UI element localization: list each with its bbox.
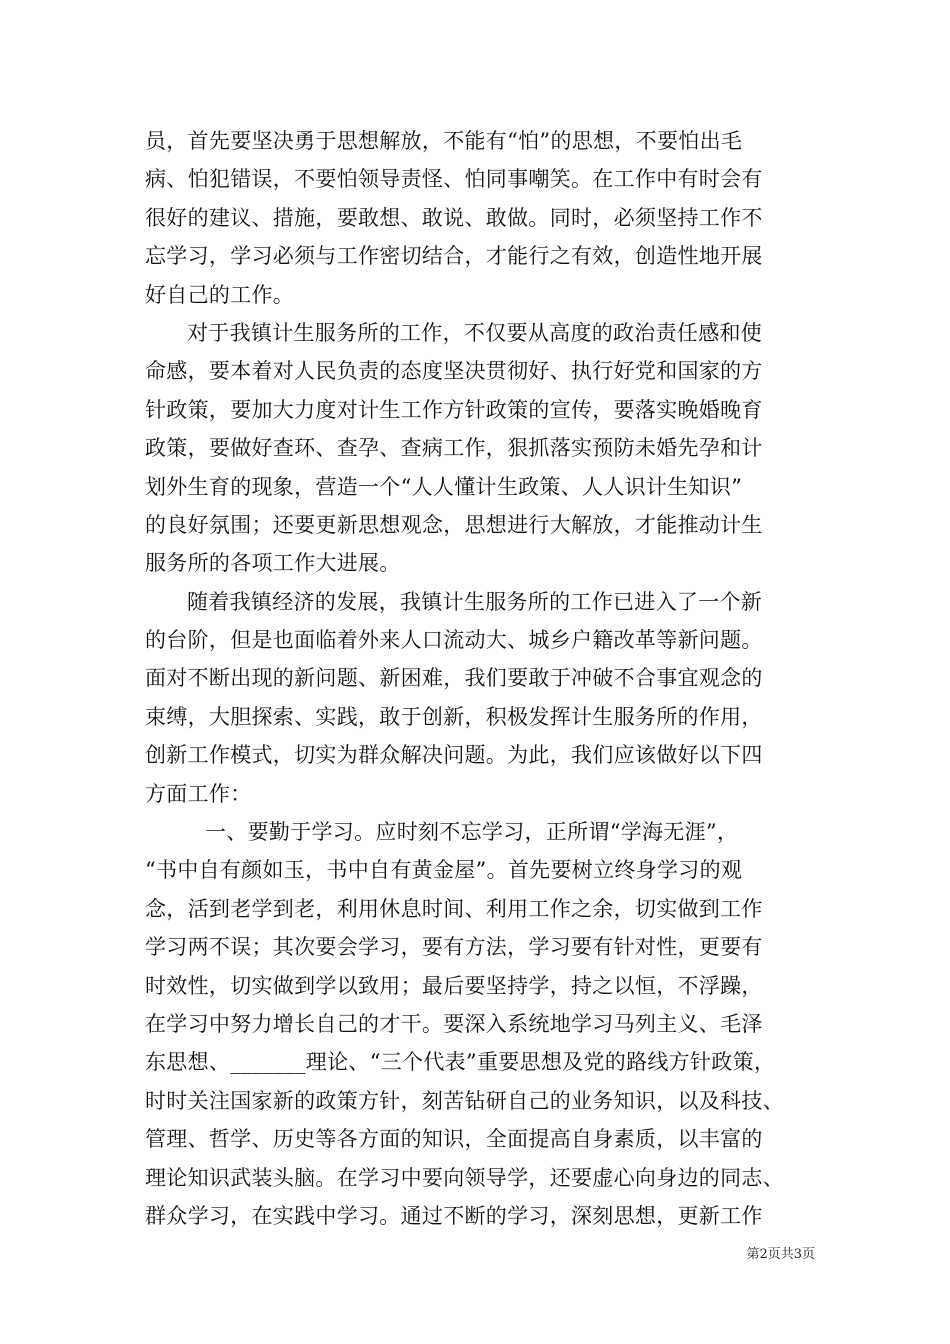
text-line: 念，活到老学到老，利用休息时间、利用工作之余，切实做到工作 (145, 896, 763, 921)
text-line: 学习两不误；其次要会学习，要有方法，学习要有针对性，更要有 (145, 935, 763, 960)
text-line: 员，首先要坚决勇于思想解放，不能有“怕”的思想，不要怕出毛 (145, 129, 743, 153)
text-line: 很好的建议、措施，要敢想、敢说、敢做。同时，必须坚持工作不 (145, 205, 763, 230)
text-line: 时效性，切实做到学以致用；最后要坚持学，持之以恒，不浮躁， (145, 973, 763, 998)
text-line: 病、怕犯错误，不要怕领导责怪、怕同事嘲笑。在工作中有时会有 (145, 167, 763, 192)
text-line: 东思想、_______理论、“三个代表”重要思想及党的路线方针政策， (145, 1050, 776, 1075)
text-line: 好自己的工作。 (145, 282, 295, 307)
paragraph-start-line: 对于我镇计生服务所的工作，不仅要从高度的政治责任感和使 (187, 320, 763, 345)
text-line: 面对不断出现的新问题、新困难，我们要敢于冲破不合事宜观念的 (145, 666, 763, 691)
section-heading-line: 一、要勤于学习。应时刻不忘学习，正所谓“学海无涯”， (205, 820, 739, 845)
paragraph-start-line: 随着我镇经济的发展，我镇计生服务所的工作已进入了一个新 (187, 589, 763, 614)
text-line: 针政策，要加大力度对计生工作方针政策的宣传，要落实晚婚晚育 (145, 397, 763, 422)
document-body (145, 122, 835, 1235)
text-line: 划外生育的现象，营造一个“人人懂计生政策、人人识计生知识” (145, 474, 743, 499)
text-line: 管理、哲学、历史等各方面的知识，全面提高自身素质，以丰富的 (145, 1127, 763, 1152)
text-line: 服务所的各项工作大进展。 (145, 551, 401, 576)
text-line: 在学习中努力增长自己的才干。要深入系统地学习马列主义、毛泽 (145, 1011, 763, 1036)
text-line: 群众学习，在实践中学习。通过不断的学习，深刻思想，更新工作 (145, 1203, 763, 1228)
text-line: “书中自有颜如玉，书中自有黄金屋”。首先要树立终身学习的观 (145, 858, 743, 883)
text-line: 方面工作： (145, 781, 252, 806)
text-line: 时时关注国家新的政策方针，刻苦钻研自己的业务知识，以及科技、 (145, 1088, 784, 1113)
text-line: 的台阶，但是也面临着外来人口流动大、城乡户籍改革等新问题。 (145, 628, 763, 653)
text-line: 创新工作模式，切实为群众解决问题。为此，我们应该做好以下四 (145, 743, 763, 768)
page-number-footer: 第2页共3页 (746, 1247, 815, 1262)
text-line: 理论知识武装头脑。在学习中要向领导学，还要虚心向身边的同志、 (145, 1165, 784, 1190)
text-line: 政策，要做好查环、查孕、查病工作，狠抓落实预防未婚先孕和计 (145, 436, 763, 461)
text-line: 命感，要本着对人民负责的态度坚决贯彻好、执行好党和国家的方 (145, 359, 763, 384)
text-line: 束缚，大胆探索、实践，敢于创新，积极发挥计生服务所的作用， (145, 704, 763, 729)
text-line: 的良好氛围；还要更新思想观念，思想进行大解放，才能推动计生 (145, 512, 763, 537)
text-line: 忘学习，学习必须与工作密切结合，才能行之有效，创造性地开展 (145, 244, 763, 269)
